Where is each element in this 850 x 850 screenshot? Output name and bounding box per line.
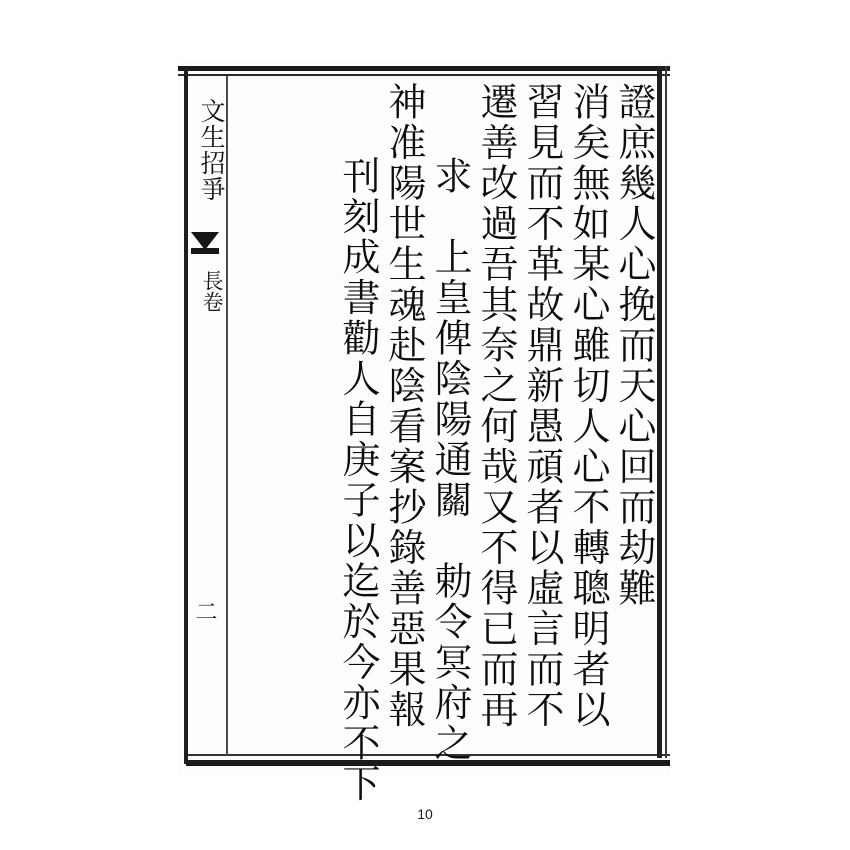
- spine-running-title: 文生招爭: [197, 98, 226, 202]
- spine-column: [184, 80, 226, 756]
- text-column: 神准陽世生魂赴陰看案抄錄善惡果報: [382, 82, 426, 730]
- vertical-text-body: [234, 82, 656, 804]
- text-column: 消矣無如某心雖切人心不轉聰明者以: [566, 82, 610, 730]
- page-border-right-outer: [665, 66, 667, 758]
- printed-folio-number: 10: [417, 806, 433, 822]
- text-column: 證庶幾人心挽而天心回而劫難: [612, 82, 656, 609]
- text-column: 刊刻成書勸人自庚子以迄於今亦不下: [336, 156, 380, 804]
- spine-page-number: 二: [192, 600, 217, 622]
- page-border-right: [657, 66, 662, 758]
- page-border-top: [178, 66, 670, 71]
- text-column: 求 上皇俾陰陽通關 勅令冥府之: [428, 156, 472, 764]
- scanned-page-image: [178, 60, 670, 804]
- spine-sub-mark: 長卷: [200, 270, 224, 312]
- fishtail-mark-icon: [191, 232, 219, 266]
- text-column: 遷善改過吾其奈之何哉又不得已而再: [474, 82, 518, 730]
- text-column: 習見而不革故鼎新愚頑者以虛言而不: [520, 82, 564, 730]
- page-border-top-inner: [178, 74, 670, 76]
- spine-divider-rule: [226, 76, 228, 756]
